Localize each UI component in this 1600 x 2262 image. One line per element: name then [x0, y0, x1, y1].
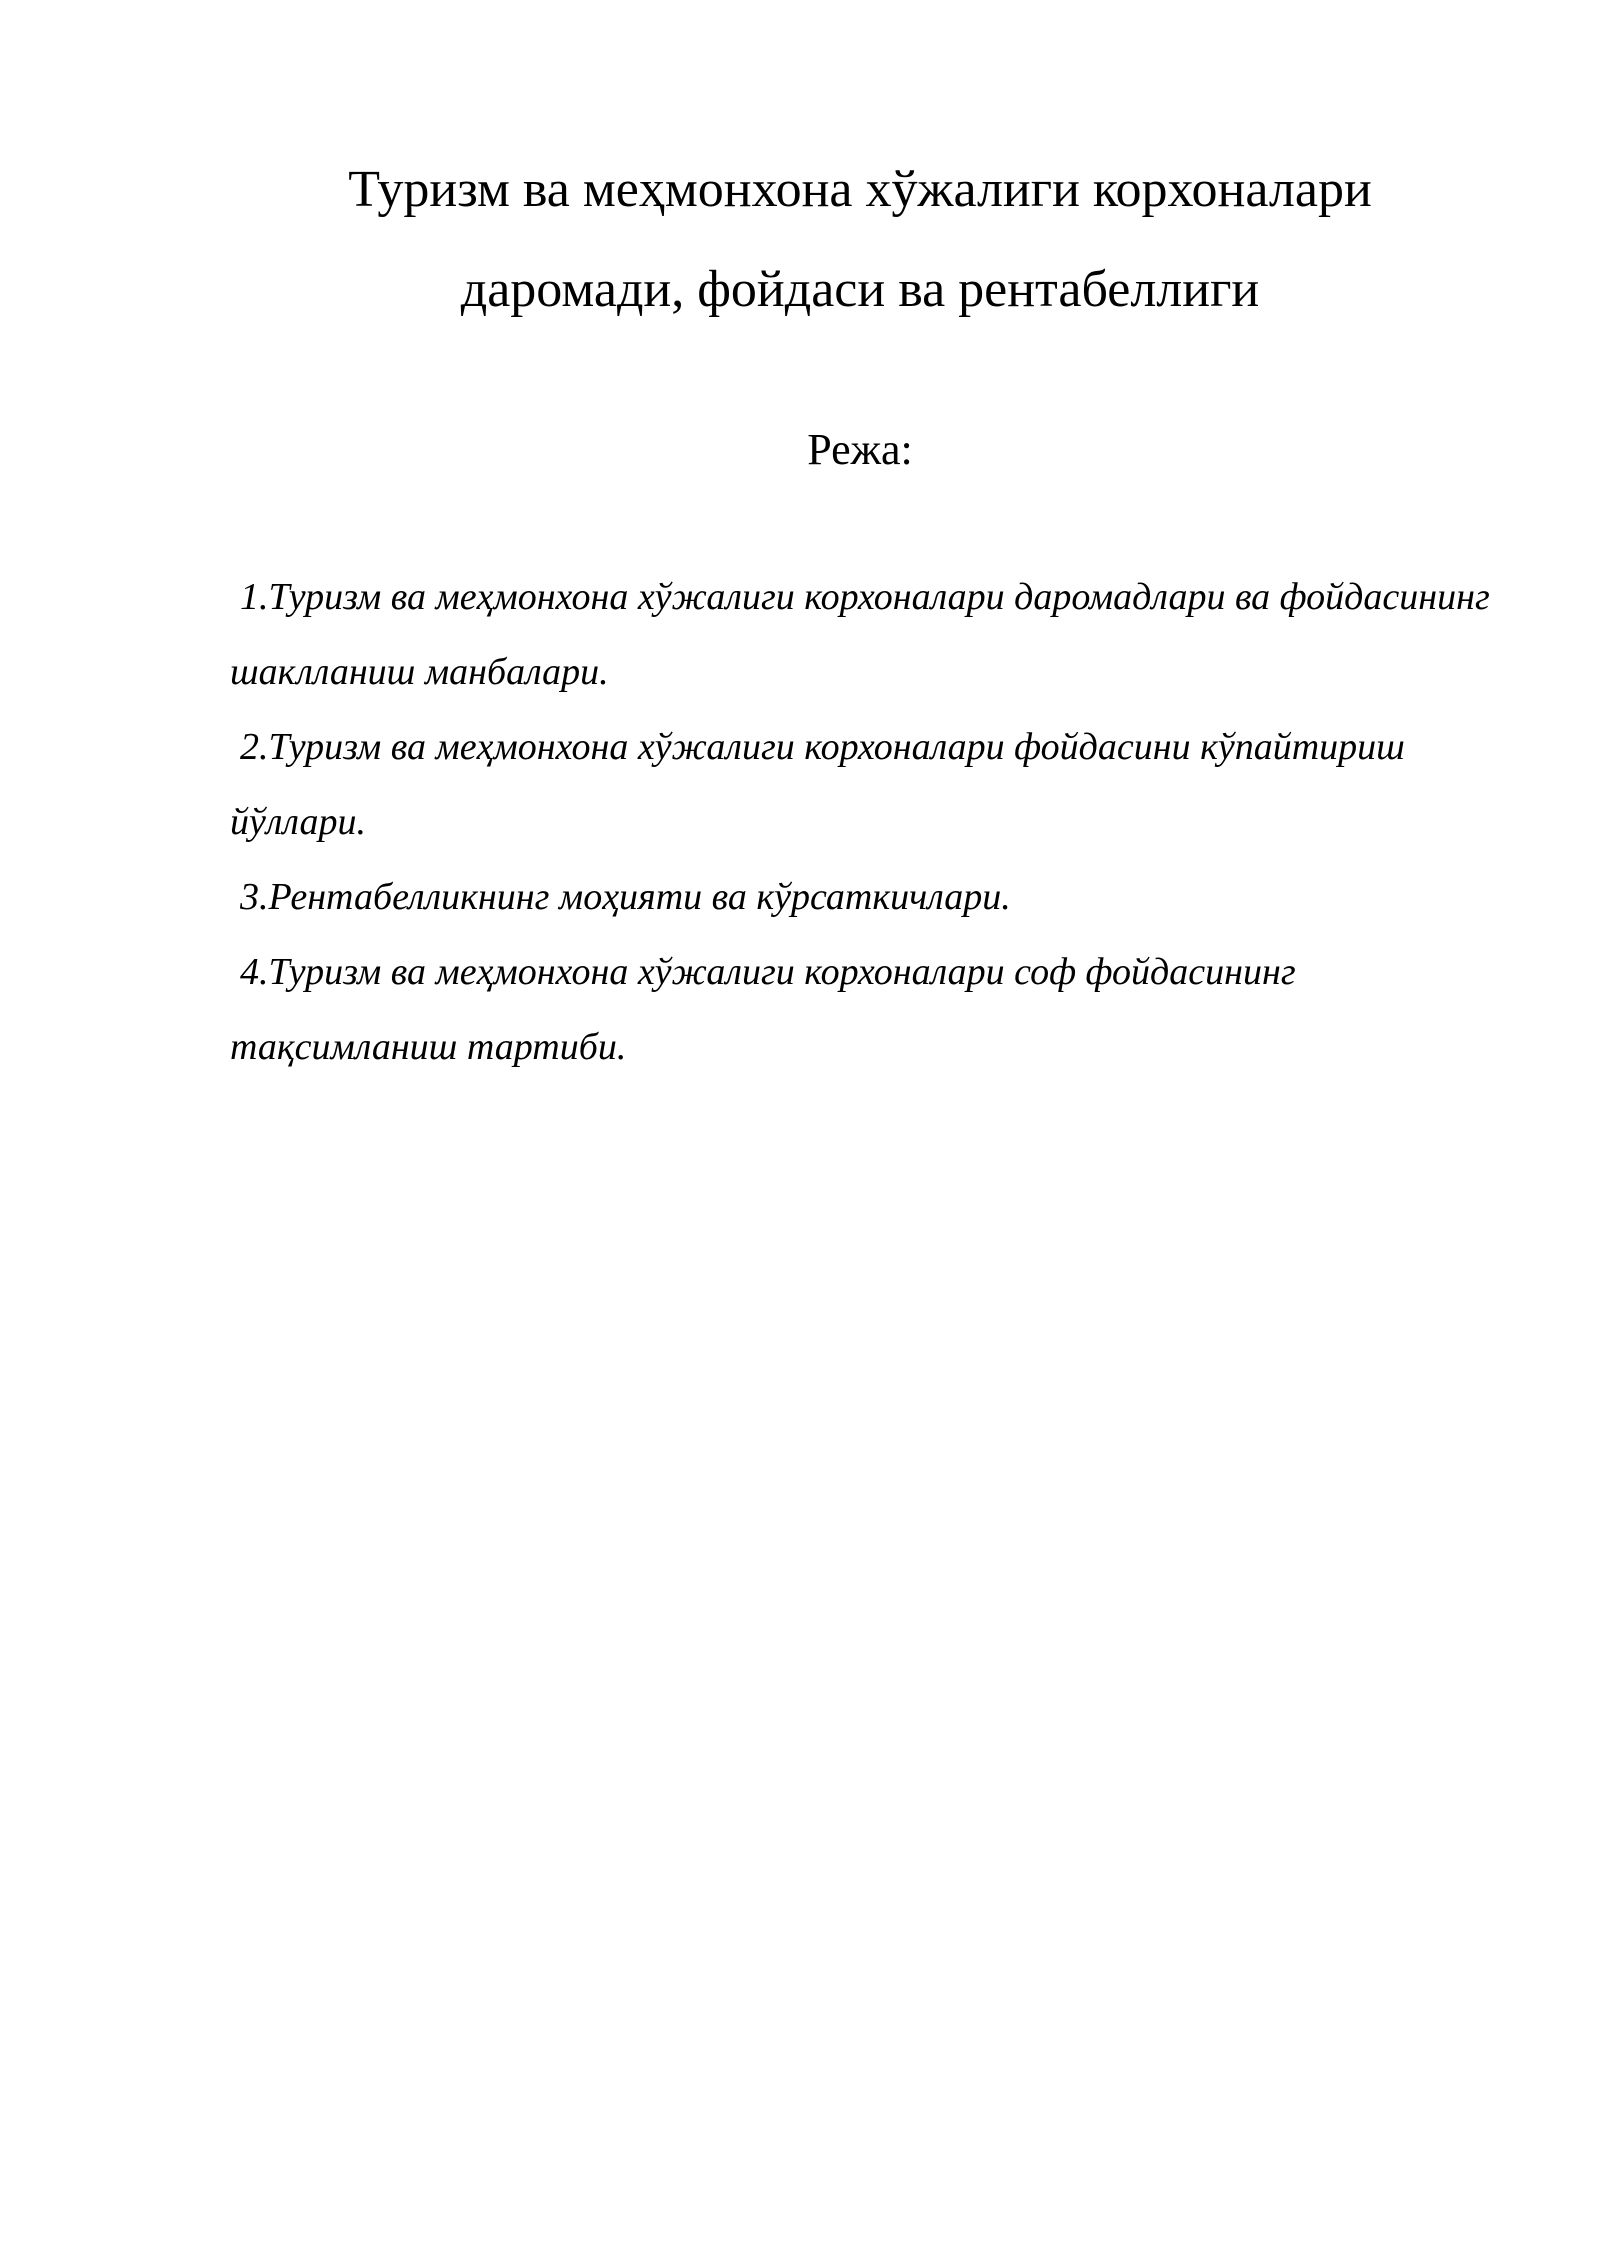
title-line-1: Туризм ва меҳмонхона хўжалиги корхоналари — [348, 161, 1372, 218]
plan-list — [230, 560, 1490, 1085]
plan-item-3: 3.Рентабелликнинг моҳияти ва кўрсаткичлари. — [240, 876, 1011, 918]
title-line-2: даромади, фойдаси ва рентабеллиги — [460, 261, 1260, 318]
plan-item-4: 4.Туризм ва меҳмонхона хўжалиги корхоналари соф фойдасининг тақсимланиш тартиби. — [230, 951, 1296, 1068]
plan-item-2: 2.Туризм ва меҳмонхона хўжалиги корхоналари фойдасини кўпайтириш йўллари. — [230, 726, 1405, 843]
plan-item-1: 1.Туризм ва меҳмонхона хўжалиги корхоналари даромадлари ва фойдасининг шаклланиш манбалари. — [230, 576, 1490, 693]
plan-heading: Режа: — [807, 425, 913, 474]
document-title — [230, 140, 1490, 340]
